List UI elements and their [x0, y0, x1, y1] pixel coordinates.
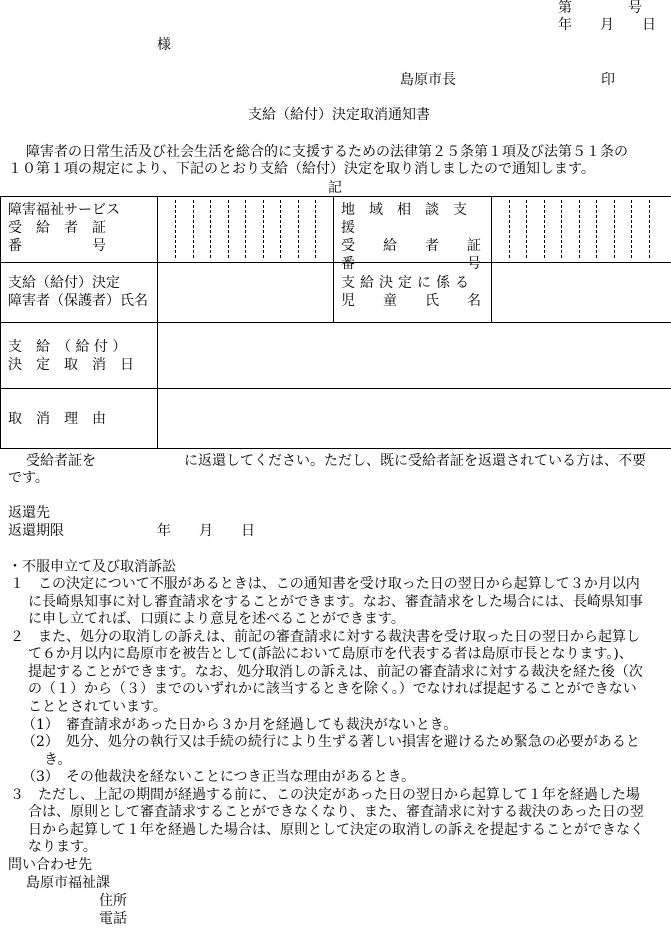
consult-cert-label: 地 域 相 談 支 援 受 給 者 証 番 号: [341, 202, 481, 272]
addressee-suffix: 様: [157, 37, 171, 53]
issuer-name: 島原市長: [400, 72, 456, 88]
cancel-reason-label: 取 消 理 由: [8, 411, 106, 427]
child-name-label: 支給決定に係る 児 童 氏 名: [341, 275, 481, 309]
appeal-line: なります。: [28, 839, 97, 855]
appeal-line: こととされています。: [28, 699, 167, 715]
appeal-line: て６か月以内に島原市を被告として(訴訟において島原市を代表する者は島原市長となります。)、: [28, 646, 633, 662]
return-notice-body: に返還してください。ただし、既に受給者証を返還されている方は、不要: [184, 453, 646, 469]
appeal-line: （2） 処分、処分の執行又は手続の続行により生ずる著しい損害を避けるため緊急の必要があると: [22, 734, 640, 750]
appeal-heading: ・不服申立て及び取消訴訟: [8, 559, 176, 575]
intro-line-1: 障害者の日常生活及び社会生活を総合的に支援するための法律第２５条第１項及び法第５１条の: [26, 144, 628, 160]
contact-address-label: 住所: [99, 893, 127, 909]
notice-date: 年 月 日: [558, 17, 656, 33]
contact-dept: 島原市福祉課: [26, 875, 110, 891]
contact-heading: 問い合わせ先: [8, 857, 92, 873]
appeal-line: き。: [44, 752, 72, 768]
page-title: 支給（給付）決定取消通知書: [248, 107, 430, 123]
appeal-line: ２ また、処分の取消しの訴えは、前記の審査請求に対する裁決書を受け取った日の翌日から起算し: [10, 629, 640, 645]
service-cert-label: 障害福祉サービス 受 給 者 証 番 号: [8, 202, 120, 254]
appeal-line: （3） その他裁決を経ないことにつき正当な理由があるとき。: [22, 769, 416, 785]
return-to-label: 返還先: [8, 505, 50, 521]
appeal-line: 合は、原則として審査請求することができなくなり、また、審査請求に対する裁決のあった日の翌: [28, 804, 644, 820]
return-deadline-label: 返還期限: [8, 523, 64, 539]
appeal-line: １ この決定について不服があるときは、この通知書を受け取った日の翌日から起算して３か月以内: [10, 576, 640, 592]
appeal-line: に長崎県知事に対し審査請求をすることができます。なお、審査請求をした場合には、長崎県知事: [28, 594, 643, 610]
return-notice-tail: です。: [8, 470, 49, 486]
appeal-line: 日から起算して１年を経過した場合は、原則として決定の取消しの訴えを提起することができなく: [28, 822, 644, 838]
appeal-line: の（１）から（３）までのいずれかに該当するときを除く。）でなければ提起することができない: [28, 681, 637, 697]
appeal-line: ３ ただし、上記の期間が経過する前に、この決定があった日の翌日から起算して１年を経過した場: [10, 787, 640, 803]
cancel-date-label: 支 給 （ 給 付 ） 決 定 取 消 日: [8, 339, 134, 373]
appeal-line: （1） 審査請求があった日から３か月を経過しても裁決がないとき。: [22, 717, 458, 733]
seal-mark: 印: [601, 72, 615, 88]
disabled-person-name-label: 支給（給付）決定 障害者（保護者）氏名: [8, 275, 148, 309]
intro-line-2: １０第１項の規定により、下記のとおり支給（給付）決定を取り消しましたので通知します。: [8, 161, 595, 177]
return-deadline-date: 年 月 日: [157, 523, 255, 539]
return-notice-lead: 受給者証を: [26, 453, 96, 469]
ki-label: 記: [328, 180, 342, 196]
appeal-line: 提起することができます。なお、処分取消しの訴えは、前記の審査請求に対する裁決を経た後（次: [28, 664, 643, 680]
appeal-line: に申し立てれば、口頭により意見を述べることができます。: [28, 611, 405, 627]
contact-phone-label: 電話: [99, 911, 127, 927]
notice-number: 第 号: [558, 0, 642, 16]
